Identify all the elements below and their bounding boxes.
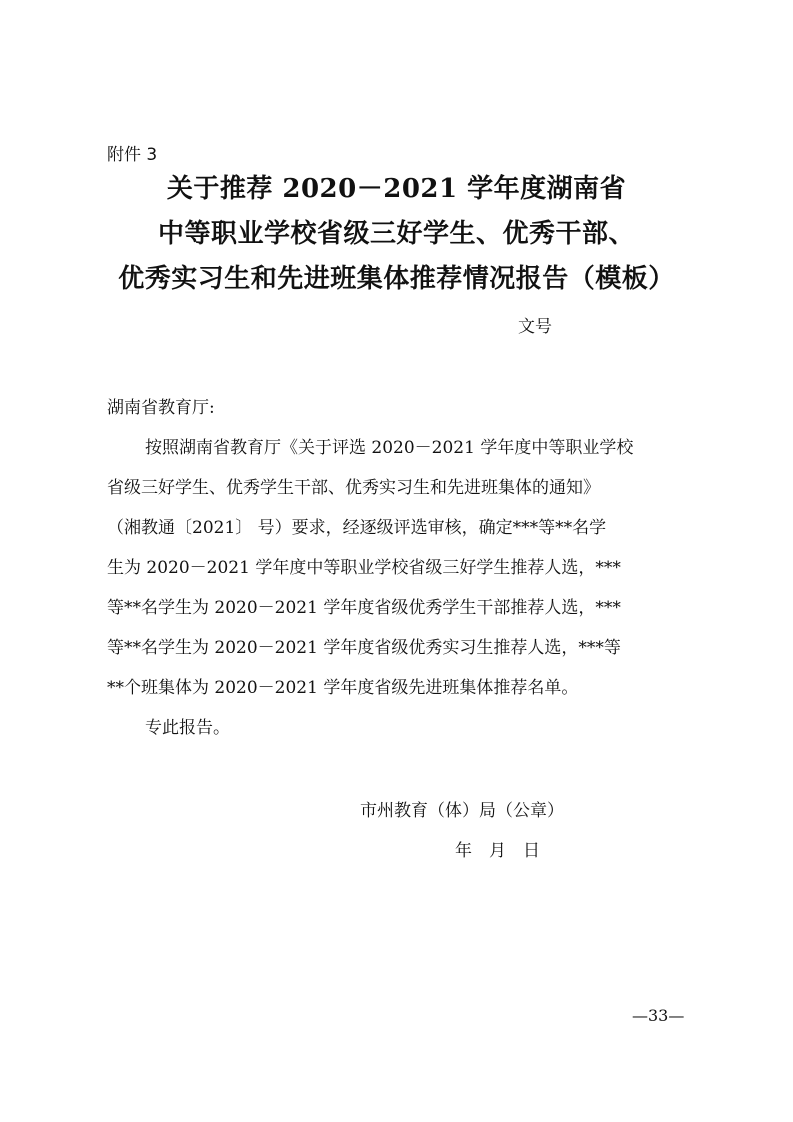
title-line-2: 中等职业学校省级三好学生、优秀干部、: [157, 219, 635, 249]
signature-date: 年 月 日: [455, 841, 540, 861]
body-line-7: **个班集体为 2020－2021 学年度省级先进班集体推荐名单。: [107, 678, 579, 698]
title-line-3: 优秀实习生和先进班集体推荐情况报告（模板）: [118, 264, 675, 294]
document-number-label: 文号: [518, 317, 552, 337]
title-line-1: 关于推荐 2020－2021 学年度湖南省: [166, 174, 627, 204]
body-line-4: 生为 2020－2021 学年度中等职业学校省级三好学生推荐人选，***: [107, 558, 621, 578]
body-line-1: 按照湖南省教育厅《关于评选 2020－2021 学年度中等职业学校: [145, 438, 634, 458]
attachment-label: 附件 3: [107, 145, 158, 165]
signature-organization: 市州教育（体）局（公章）: [360, 801, 564, 821]
closing-remark: 专此报告。: [145, 718, 230, 738]
body-line-3: （湘教通〔2021〕 号）要求，经逐级评选审核，确定***等**名学: [107, 518, 607, 538]
body-line-5: 等**名学生为 2020－2021 学年度省级优秀学生干部推荐人选，***: [107, 598, 621, 618]
body-line-6: 等**名学生为 2020－2021 学年度省级优秀实习生推荐人选，***等: [107, 638, 621, 658]
body-line-2: 省级三好学生、优秀学生干部、优秀实习生和先进班集体的通知》: [107, 478, 600, 498]
salutation: 湖南省教育厅:: [107, 398, 215, 418]
page-number: —33—: [632, 1006, 685, 1025]
